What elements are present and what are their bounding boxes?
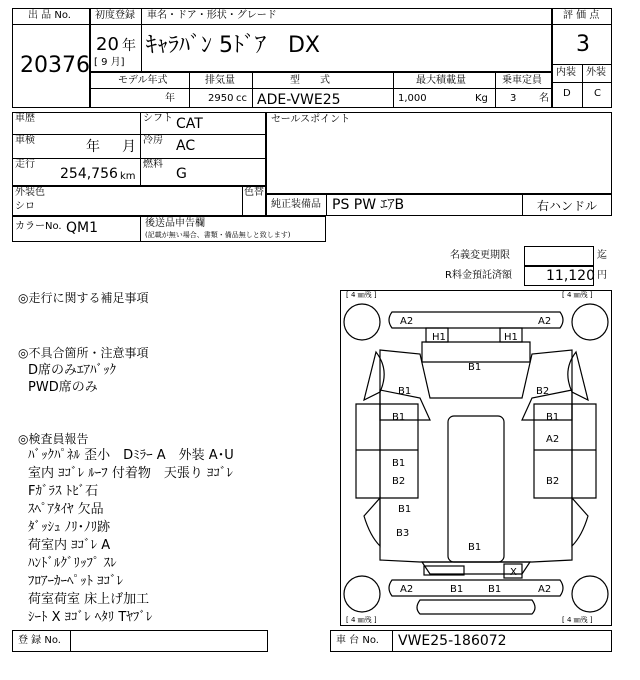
inspection-month: 月 xyxy=(122,139,136,155)
reg-year: 20 xyxy=(96,34,119,55)
reg-no-label: 登 録 No. xyxy=(18,635,61,646)
exterior-grade: C xyxy=(594,88,601,99)
score-label: 評 価 点 xyxy=(563,10,600,21)
name-change-box xyxy=(524,246,594,266)
rear-bumper xyxy=(389,580,563,596)
damage-mark: A2 xyxy=(546,434,560,445)
ac-value: AC xyxy=(176,138,196,154)
shift-label: シフト xyxy=(143,113,173,124)
capacity-unit: 名 xyxy=(539,93,549,104)
tire-depth-bl: [ 4 ㎜残 ] xyxy=(346,616,377,624)
tire-depth-fl: [ 4 ㎜残 ] xyxy=(346,291,377,299)
damage-mark: B1 xyxy=(398,504,412,515)
inspector-line: ﾊﾝﾄﾞﾙｸﾞﾘｯﾌﾟ ｽﾚ xyxy=(28,556,117,571)
ac-label: 冷房 xyxy=(143,135,163,146)
load-unit: Kg xyxy=(475,93,488,104)
load-label: 最大積載量 xyxy=(416,75,466,86)
damage-mark: B2 xyxy=(536,386,550,397)
damage-mark: B3 xyxy=(396,528,410,539)
driving-notes-label: ◎走行に関する補足事項 xyxy=(18,291,149,305)
name-label: 車名・ドア・形状・グレード xyxy=(147,10,277,21)
inspector-line: ﾀﾞｯｼｭ ﾉﾘ･ﾉﾘ跡 xyxy=(28,520,111,535)
details-left-box xyxy=(12,112,266,186)
name-change-label: 名義変更期限 xyxy=(450,250,510,261)
roof xyxy=(448,416,504,562)
hood xyxy=(422,342,530,362)
right-side-panel xyxy=(534,404,596,498)
front-bumper xyxy=(389,312,563,328)
damage-mark: B1 xyxy=(450,584,464,595)
damage-mark: H1 xyxy=(432,332,446,343)
inspector-line: 室内 ﾖｺﾞﾚ ﾙｰﾌ 付着物 天張り ﾖｺﾞﾚ xyxy=(28,466,234,481)
inspector-line: 荷室荷室 床上げ加工 xyxy=(28,592,150,607)
fuel-label: 燃料 xyxy=(143,159,163,170)
inspector-line: ﾊﾞｯｸﾊﾟﾈﾙ 歪小 Dﾐﾗｰ A 外装 A･U xyxy=(28,448,234,463)
rear-lower xyxy=(417,600,535,614)
sales-points-label: セールスポイント xyxy=(271,114,351,125)
damage-mark: B2 xyxy=(546,476,560,487)
exterior-color-label: 外装色 xyxy=(15,187,45,198)
inspector-line: ｽﾍﾟｱﾀｲﾔ 欠品 xyxy=(28,502,104,517)
defect-line: D席のみｴｱﾊﾞｯｸ xyxy=(28,363,117,378)
damage-mark: B1 xyxy=(468,542,482,553)
recycle-value: 11,120 xyxy=(546,268,595,284)
score-value: 3 xyxy=(576,32,590,57)
capacity-label: 乗車定員 xyxy=(502,75,542,86)
damage-mark: H1 xyxy=(504,332,518,343)
damage-mark: B2 xyxy=(392,476,406,487)
left-rear-fender xyxy=(364,498,380,546)
tire-depth-fr: [ 4 ㎜残 ] xyxy=(562,291,593,299)
equipment-value: PS PW ｴｱB xyxy=(332,197,405,213)
damage-mark: A2 xyxy=(400,584,414,595)
inspector-line: ｼｰﾄ X ﾖｺﾞﾚ ﾍﾀﾘ Tﾔﾌﾞﾚ xyxy=(28,610,153,625)
lot-label: 出 品 No. xyxy=(28,10,71,21)
model-year-label: モデル年式 xyxy=(118,75,168,86)
inspector-label: ◎検査員報告 xyxy=(18,432,89,446)
shift-value: CAT xyxy=(176,116,203,132)
capacity-value: 3 xyxy=(510,93,517,104)
type-value: ADE-VWE25 xyxy=(257,92,341,108)
history-label: 車歴 xyxy=(15,113,35,124)
reg-month: [ 9 月] xyxy=(94,57,125,68)
damage-mark: B1 xyxy=(546,412,560,423)
right-rear-fender xyxy=(572,498,588,546)
displacement-value: 2950 xyxy=(208,93,234,104)
color-no-value: QM1 xyxy=(66,220,99,236)
inspector-line: ﾌﾛｱｰｶｰﾍﾟｯﾄ ﾖｺﾞﾚ xyxy=(28,574,124,589)
color-no-label: カラーNo. xyxy=(15,221,62,232)
damage-mark: B1 xyxy=(488,584,502,595)
damage-mark: X xyxy=(510,567,517,578)
reg-label: 初度登録 xyxy=(95,10,135,21)
aftermarket-note: (記載が無い場合、書類・備品無しと致します) xyxy=(145,231,291,239)
defect-line: PWD席のみ xyxy=(28,380,98,395)
damage-mark: B1 xyxy=(468,362,482,373)
year-unit: 年 xyxy=(122,38,136,54)
left-fender xyxy=(364,352,384,400)
recycle-unit: 円 xyxy=(597,270,607,281)
inspection-year: 年 xyxy=(86,139,100,155)
displacement-label: 排気量 xyxy=(205,75,235,86)
tire-rear-left xyxy=(344,576,380,612)
type-label: 型 式 xyxy=(290,75,330,86)
aftermarket-label: 後送品申告欄 xyxy=(145,218,205,229)
damage-mark: B1 xyxy=(392,458,406,469)
chassis-value: VWE25-186072 xyxy=(398,633,507,649)
steering-value: 右ハンドル xyxy=(537,199,598,213)
model-year-unit: 年 xyxy=(165,93,175,104)
load-value: 1,000 xyxy=(398,93,427,104)
damage-mark: A2 xyxy=(400,316,414,327)
damage-mark: A2 xyxy=(538,316,552,327)
exterior-color-box xyxy=(12,186,266,216)
tire-front-right xyxy=(572,304,608,340)
mileage-label: 走行 xyxy=(15,159,35,170)
damage-mark: B1 xyxy=(392,412,406,423)
mileage-value: 254,756 xyxy=(60,166,118,182)
tire-rear-right xyxy=(572,576,608,612)
right-fender xyxy=(568,352,588,400)
lot-number: 20376 xyxy=(20,53,90,78)
repaint-label: 色替 xyxy=(244,187,264,198)
interior-grade: D xyxy=(563,88,571,99)
inspector-line: Fｶﾞﾗｽ ﾄﾋﾞ石 xyxy=(28,484,99,499)
mileage-unit: km xyxy=(120,171,136,182)
tire-depth-br: [ 4 ㎜残 ] xyxy=(562,616,593,624)
interior-label: 内装 xyxy=(556,67,576,78)
exterior-color-value: シロ xyxy=(15,201,35,212)
chassis-label: 車 台 No. xyxy=(336,635,379,646)
inspection-label: 車検 xyxy=(15,135,35,146)
fuel-value: G xyxy=(176,166,187,182)
recycle-label: R料金預託済額 xyxy=(445,270,512,281)
equipment-label: 純正装備品 xyxy=(271,199,321,210)
defects-label: ◎不具合箇所・注意事項 xyxy=(18,346,149,360)
inspector-line: 荷室内 ﾖｺﾞﾚ A xyxy=(28,538,111,553)
car-name: ｷｬﾗﾊﾞﾝ 5ﾄﾞｱ DX xyxy=(146,33,321,58)
name-change-unit: 迄 xyxy=(597,250,607,261)
tire-front-left xyxy=(344,304,380,340)
damage-mark: B1 xyxy=(398,386,412,397)
displacement-unit: cc xyxy=(236,93,247,104)
vehicle-diagram xyxy=(340,290,612,626)
damage-mark: A2 xyxy=(538,584,552,595)
left-side-panel xyxy=(356,404,418,498)
exterior-label: 外装 xyxy=(586,67,606,78)
